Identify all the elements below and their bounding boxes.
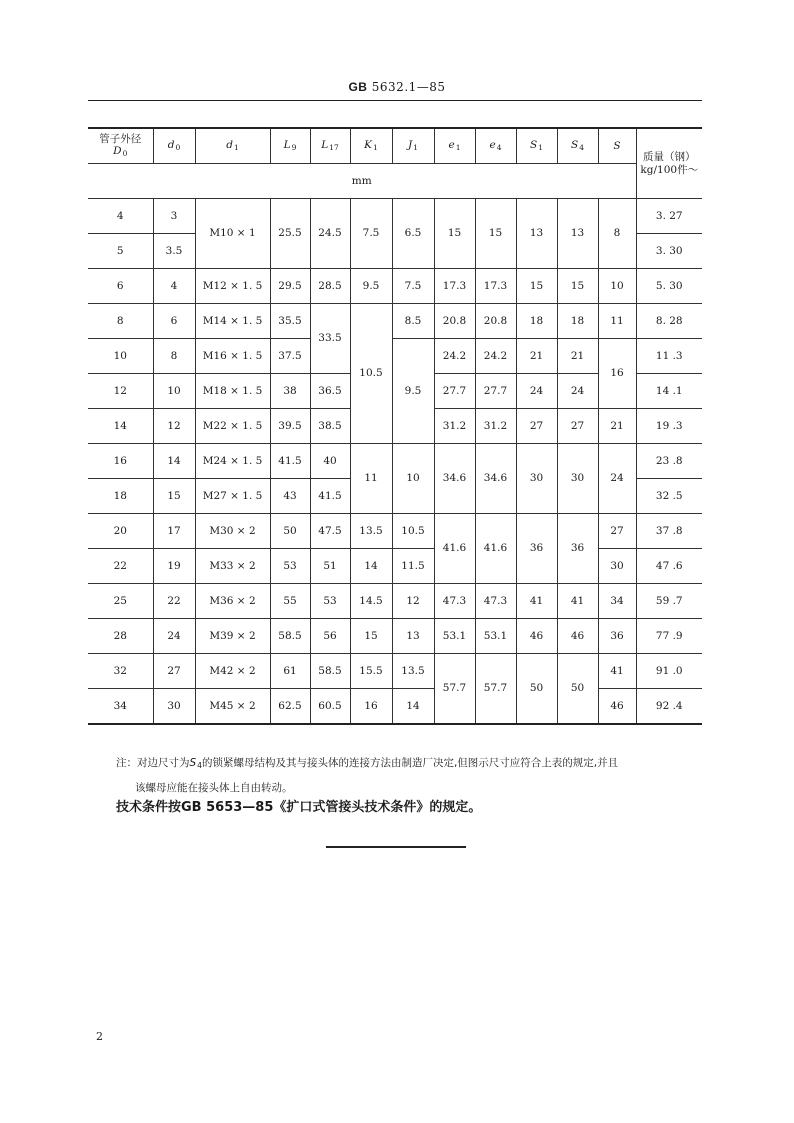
table-cell: 16 [88,444,153,479]
table-cell: 17.3 [475,269,516,304]
table-cell: 35.5 [270,304,310,339]
table-cell: 11 .3 [636,339,702,374]
header-j1: $J_1$ [392,128,434,164]
header-l9: $L_9$ [270,128,310,164]
table-cell: 29.5 [270,269,310,304]
table-cell: 36 [598,619,636,654]
table-row [88,339,702,374]
table-unit-row [88,164,702,199]
table-cell: 36 [557,514,598,584]
table-cell: 28 [88,619,153,654]
table-cell: M18 × 1. 5 [195,374,270,409]
table-cell: M39 × 2 [195,619,270,654]
header-s4: $S_4$ [557,128,598,164]
table-cell: 40 [310,444,350,479]
table-cell: 27 [153,654,195,689]
table-cell: 15 [153,479,195,514]
table-cell: 10 [598,269,636,304]
table-cell: 41.5 [270,444,310,479]
table-cell: 10.5 [350,304,392,444]
table-cell: 17 [153,514,195,549]
table-cell: 38 [270,374,310,409]
table-cell: 14 [350,549,392,584]
table-cell: 53 [270,549,310,584]
table-row [88,689,702,725]
table-cell: M22 × 1. 5 [195,409,270,444]
table-cell: 15 [350,619,392,654]
table-cell: 27 [598,514,636,549]
table-cell: 6.5 [392,199,434,269]
table-cell: 61 [270,654,310,689]
table-cell: 8. 28 [636,304,702,339]
table-cell: 13 [516,199,557,269]
table-cell: 24 [598,444,636,514]
table-cell: M14 × 1. 5 [195,304,270,339]
table-cell: 41.5 [310,479,350,514]
table-cell: 12 [392,584,434,619]
table-cell: 47 .6 [636,549,702,584]
table-cell: 60.5 [310,689,350,725]
table-cell: 58.5 [270,619,310,654]
table-cell: 7.5 [350,199,392,269]
table-cell: 10 [153,374,195,409]
table-cell: 8 [598,199,636,269]
table-cell: 11.5 [392,549,434,584]
table-cell: 20 [88,514,153,549]
table-row [88,199,702,234]
table-cell: 30 [598,549,636,584]
table-cell: 46 [557,619,598,654]
table-cell: 15 [475,199,516,269]
table-cell: 24.2 [434,339,475,374]
table-cell: 46 [598,689,636,725]
table-cell: 47.3 [475,584,516,619]
table-cell: 34 [598,584,636,619]
table-cell: 30 [516,444,557,514]
table-cell: 37 .8 [636,514,702,549]
table-cell: 47.3 [434,584,475,619]
table-cell: 32 .5 [636,479,702,514]
table-cell: 11 [350,444,392,514]
table-cell: 62.5 [270,689,310,725]
table-cell: 12 [88,374,153,409]
table-cell: 18 [516,304,557,339]
table-cell: 24 [153,619,195,654]
table-cell: 20.8 [434,304,475,339]
table-cell: 9.5 [350,269,392,304]
table-cell: 21 [557,339,598,374]
table-cell: 17.3 [434,269,475,304]
table-cell: 18 [88,479,153,514]
table-cell: 3 [153,199,195,234]
table-cell: 91 .0 [636,654,702,689]
standard-code: GB [348,80,368,94]
table-cell: 10.5 [392,514,434,549]
table-cell: 8 [88,304,153,339]
table-cell: 15.5 [350,654,392,689]
unit-label: mm [88,164,636,199]
header-d1: $d_1$ [195,128,270,164]
table-cell: 3. 30 [636,234,702,269]
header-outer-diameter: 管子外径 $D_0$ [88,128,153,164]
table-cell: 14.5 [350,584,392,619]
table-cell: 15 [516,269,557,304]
header-s: S [598,128,636,164]
table-cell: 41 [557,584,598,619]
table-cell: 9.5 [392,339,434,444]
table-cell: 13 [392,619,434,654]
table-header-row [88,128,702,164]
table-cell: 10 [392,444,434,514]
table-cell: M42 × 2 [195,654,270,689]
table-cell: 5. 30 [636,269,702,304]
table-cell: 8.5 [392,304,434,339]
table-cell: 24 [557,374,598,409]
table-cell: 38.5 [310,409,350,444]
table-cell: 53.1 [475,619,516,654]
table-cell: 24.5 [310,199,350,269]
table-cell: 50 [270,514,310,549]
table-cell: 27 [557,409,598,444]
table-cell: 11 [598,304,636,339]
header-d0: $d_0$ [153,128,195,164]
table-cell: 41.6 [475,514,516,584]
table-cell: 57.7 [475,654,516,725]
table-cell: 16 [350,689,392,725]
table-cell: M45 × 2 [195,689,270,725]
header-e1: $e_1$ [434,128,475,164]
table-cell: 22 [88,549,153,584]
header-l17: $L_{17}$ [310,128,350,164]
table-cell: 41 [516,584,557,619]
table-cell: 20.8 [475,304,516,339]
table-cell: 34 [88,689,153,725]
table-row [88,269,702,304]
table-cell: 15 [557,269,598,304]
table-cell: 47.5 [310,514,350,549]
table-cell: 27.7 [475,374,516,409]
table-note: 注：对边尺寸为$S_4$的锁紧螺母结构及其与接头体的连接方法由制造厂决定,但图示尺寸应符合上表的规定,并且 该螺母应能在接头体上自由转动。 [116,757,619,794]
table-cell: 59 .7 [636,584,702,619]
table-cell: 34.6 [475,444,516,514]
standard-number: 5632.1—85 [371,80,446,94]
table-cell: 30 [153,689,195,725]
table-cell: 30 [557,444,598,514]
table-cell: 16 [598,339,636,409]
header-k1: $K_1$ [350,128,392,164]
table-cell: 55 [270,584,310,619]
table-cell: 22 [153,584,195,619]
table-cell: 27 [516,409,557,444]
table-cell: 23 .8 [636,444,702,479]
table-cell: 3. 27 [636,199,702,234]
table-cell: M10 × 1 [195,199,270,269]
table-cell: 53.1 [434,619,475,654]
header-rule [88,100,702,101]
table-cell: 43 [270,479,310,514]
table-cell: 58.5 [310,654,350,689]
table-cell: 24 [516,374,557,409]
table-cell: 19 .3 [636,409,702,444]
table-cell: 36 [516,514,557,584]
table-cell: 77 .9 [636,619,702,654]
table-cell: 28.5 [310,269,350,304]
header-e4: $e_4$ [475,128,516,164]
table-cell: M12 × 1. 5 [195,269,270,304]
table-cell: 12 [153,409,195,444]
table-cell: 14 [88,409,153,444]
table-cell: M16 × 1. 5 [195,339,270,374]
table-cell: 50 [557,654,598,725]
table-cell: 14 [153,444,195,479]
table-cell: 41 [598,654,636,689]
table-cell: 33.5 [310,304,350,374]
table-cell: 13.5 [392,654,434,689]
table-cell: 8 [153,339,195,374]
page-number: 2 [96,1030,103,1043]
table-cell: M24 × 1. 5 [195,444,270,479]
table-cell: 39.5 [270,409,310,444]
table-cell: 57.7 [434,654,475,725]
table-cell: 25 [88,584,153,619]
technical-conditions: 技术条件按GB 5653—85《扩口式管接头技术条件》的规定。 [116,800,482,815]
table-cell: 31.2 [475,409,516,444]
table-cell: 14 .1 [636,374,702,409]
table-cell: M33 × 2 [195,549,270,584]
table-cell: 5 [88,234,153,269]
table-cell: 50 [516,654,557,725]
table-cell: 4 [88,199,153,234]
table-row [88,444,702,479]
table-cell: 18 [557,304,598,339]
table-cell: 6 [153,304,195,339]
table-cell: 36.5 [310,374,350,409]
table-cell: 24.2 [475,339,516,374]
table-cell: 3.5 [153,234,195,269]
table-row [88,304,702,339]
table-cell: 56 [310,619,350,654]
table-cell: M27 × 1. 5 [195,479,270,514]
table-row [88,514,702,549]
table-cell: 7.5 [392,269,434,304]
table-cell: 31.2 [434,409,475,444]
table-cell: 4 [153,269,195,304]
table-row [88,654,702,689]
end-rule [326,846,466,848]
table-cell: M30 × 2 [195,514,270,549]
table-cell: 15 [434,199,475,269]
table-cell: 46 [516,619,557,654]
table-cell: 6 [88,269,153,304]
table-cell: 14 [392,689,434,725]
table-cell: 32 [88,654,153,689]
table-cell: 53 [310,584,350,619]
table-cell: 13 [557,199,598,269]
table-cell: 13.5 [350,514,392,549]
header-s1: $S_1$ [516,128,557,164]
table-row [88,584,702,619]
table-cell: 25.5 [270,199,310,269]
table-row [88,619,702,654]
table-cell: 27.7 [434,374,475,409]
header-mass: 质量（钢） kg/100件～ [636,128,702,199]
table-cell: 10 [88,339,153,374]
table-cell: 34.6 [434,444,475,514]
table-row [88,549,702,584]
page-header [0,80,794,94]
table-cell: 41.6 [434,514,475,584]
table-cell: 19 [153,549,195,584]
table-cell: M36 × 2 [195,584,270,619]
dimension-table [88,127,702,725]
table-cell: 21 [598,409,636,444]
table-cell: 51 [310,549,350,584]
table-cell: 21 [516,339,557,374]
table-cell: 37.5 [270,339,310,374]
table-cell: 92 .4 [636,689,702,725]
